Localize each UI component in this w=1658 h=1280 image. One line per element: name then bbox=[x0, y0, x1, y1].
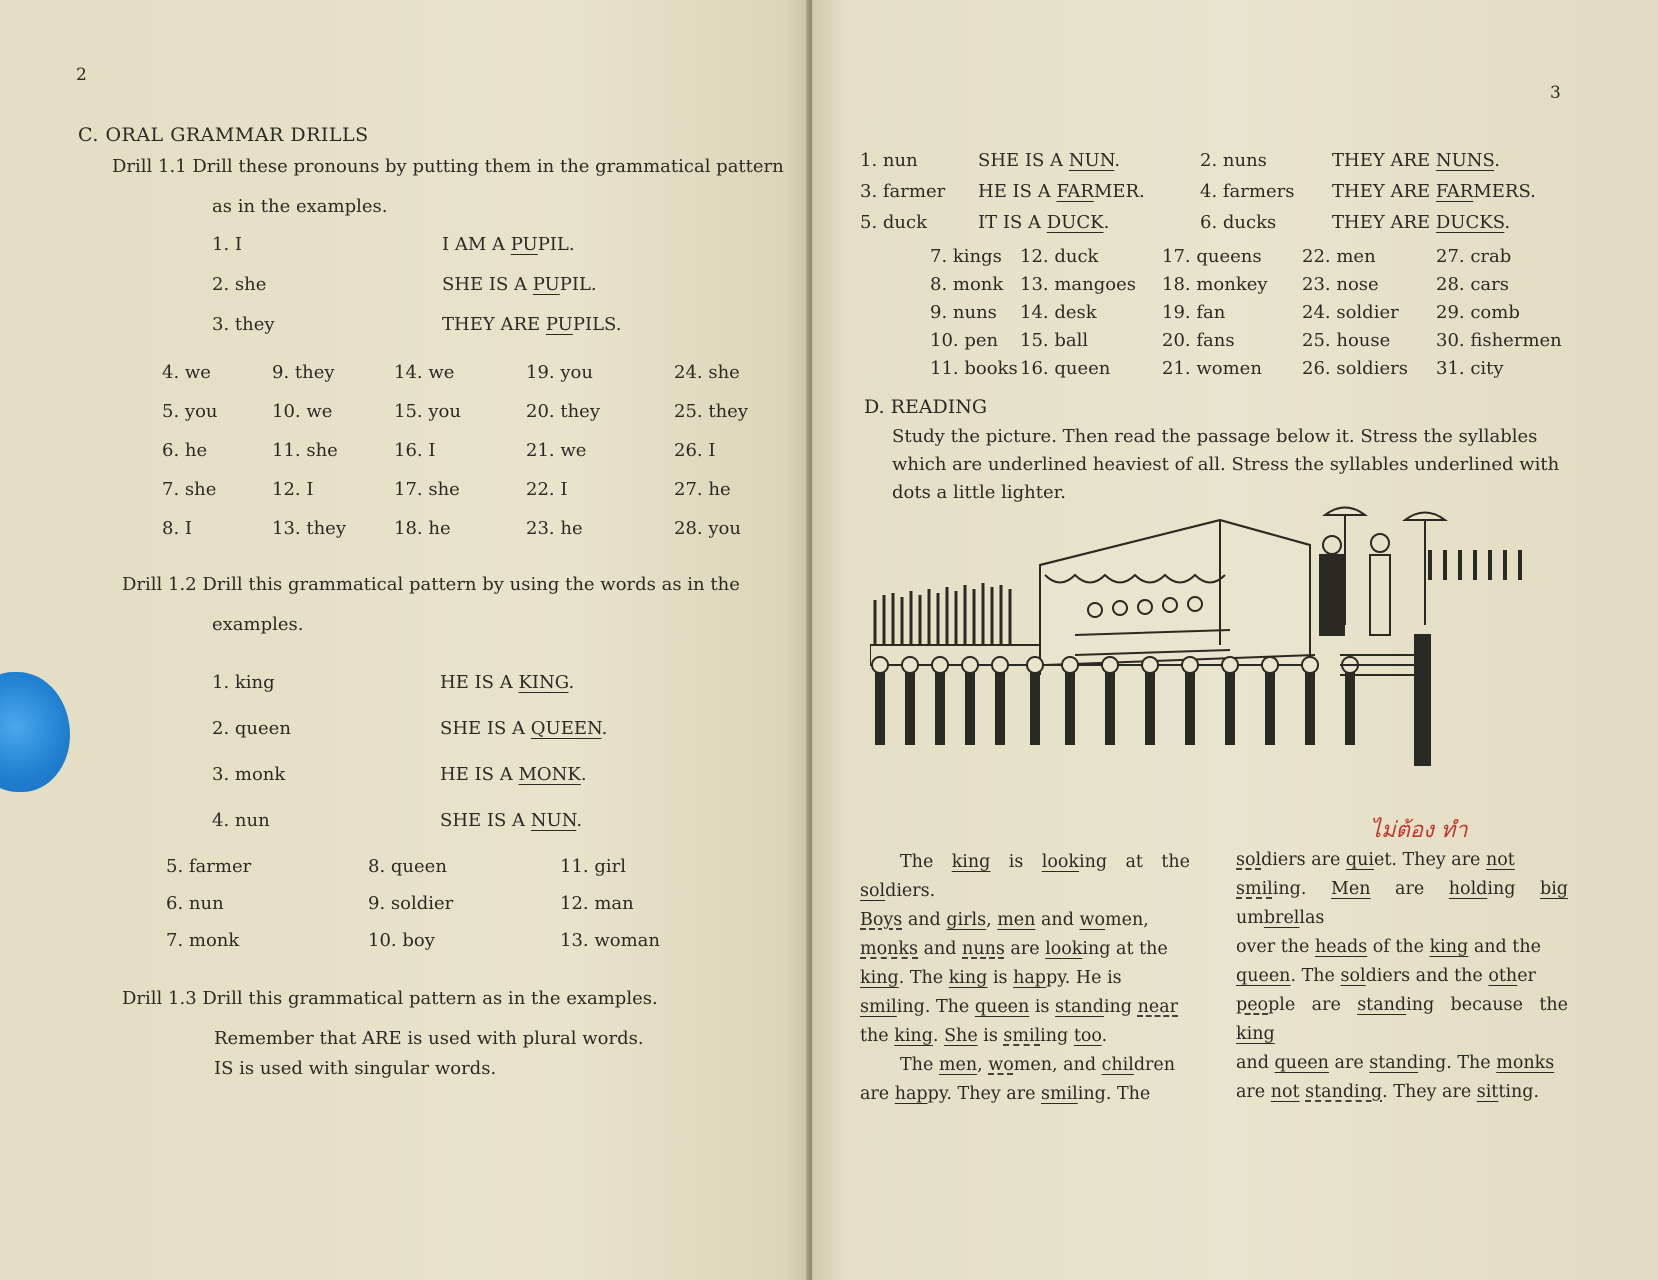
passage-line bbox=[860, 993, 1190, 1022]
drill-item: 22. men bbox=[1302, 246, 1376, 267]
pattern-sentence bbox=[978, 150, 1120, 172]
drill-item: 23. nose bbox=[1302, 274, 1379, 295]
sentence-text: HE IS A bbox=[440, 764, 519, 785]
stressed-syllable: NUN bbox=[1068, 150, 1115, 171]
passage-text: and bbox=[918, 939, 963, 959]
passage-text: are bbox=[860, 1084, 895, 1104]
sentence-text: SHE IS A bbox=[440, 810, 531, 831]
reading-passage-col2 bbox=[1236, 846, 1568, 1107]
sentence-text: HE IS A bbox=[440, 672, 519, 693]
passage-line bbox=[860, 964, 1190, 993]
light-stress: smil bbox=[1003, 1026, 1041, 1046]
pattern-sentence bbox=[442, 274, 597, 296]
passage-text: and the bbox=[1468, 937, 1541, 957]
drill-item: 5. farmer bbox=[166, 856, 252, 877]
example-cue: 5. duck bbox=[860, 212, 927, 233]
heavy-stress: queen bbox=[974, 997, 1030, 1017]
drill-item: 6. nun bbox=[166, 893, 224, 914]
pattern-sentence bbox=[440, 672, 574, 694]
reading-instructions-3: dots a little lighter. bbox=[892, 482, 1066, 503]
passage-text: are bbox=[1328, 1053, 1370, 1073]
heavy-stress: stand bbox=[1357, 995, 1407, 1015]
stressed-syllable: DUCK bbox=[1046, 212, 1104, 233]
drill-item: 18. monkey bbox=[1162, 274, 1268, 295]
royal-figures bbox=[1320, 534, 1520, 635]
drill-item: 25. they bbox=[674, 401, 748, 422]
stressed-syllable: PU bbox=[532, 274, 560, 295]
heavy-stress: men bbox=[997, 910, 1036, 930]
sentence-text: . bbox=[1504, 212, 1511, 233]
passage-text: ing at the bbox=[1082, 939, 1168, 959]
light-stress: nuns bbox=[962, 939, 1005, 959]
drill-item: 26. I bbox=[674, 440, 716, 461]
passage-text: diers and the bbox=[1365, 966, 1489, 986]
sentence-text: PILS. bbox=[572, 314, 622, 335]
passage-text: . The bbox=[1290, 966, 1341, 986]
sentence-text: PIL. bbox=[559, 274, 597, 295]
drill-item: 4. we bbox=[162, 362, 211, 383]
drill-item: 23. he bbox=[526, 518, 583, 539]
light-stress: smil bbox=[1236, 879, 1273, 899]
light-stress: peo bbox=[1236, 995, 1269, 1015]
pattern-sentence bbox=[1332, 212, 1510, 234]
pattern-sentence bbox=[440, 810, 582, 832]
passage-line bbox=[860, 1051, 1190, 1080]
drill-item: 29. comb bbox=[1436, 302, 1520, 323]
drill-item: 31. city bbox=[1436, 358, 1504, 379]
passage-text: and bbox=[1236, 1053, 1275, 1073]
drill-item: 14. we bbox=[394, 362, 455, 383]
sentence-text: PIL. bbox=[537, 234, 575, 255]
stressed-syllable: PU bbox=[545, 314, 573, 335]
reading-passage-col1 bbox=[860, 848, 1190, 1109]
pattern-sentence bbox=[1332, 181, 1536, 203]
drill-item: 22. I bbox=[526, 479, 568, 500]
pattern-sentence bbox=[978, 212, 1109, 234]
heavy-stress: king bbox=[951, 852, 991, 872]
drill-item: 8. I bbox=[162, 518, 193, 539]
reading-instructions-1: Study the picture. Then read the passage below it. Stress the syllables bbox=[892, 426, 1538, 447]
passage-text: diers are bbox=[1261, 850, 1346, 870]
drill-item: 15. you bbox=[394, 401, 461, 422]
passage-text: is bbox=[977, 1026, 1004, 1046]
pattern-sentence bbox=[442, 314, 621, 336]
heavy-stress: smil bbox=[860, 997, 897, 1017]
drill-item: 8. queen bbox=[368, 856, 447, 877]
passage-text: ing. bbox=[1272, 879, 1331, 899]
blue-sticker bbox=[0, 672, 70, 792]
heavy-stress: hold bbox=[1448, 879, 1488, 899]
example-cue: 1. nun bbox=[860, 150, 918, 171]
passage-line bbox=[1236, 962, 1568, 991]
reading-instructions-2: which are underlined heaviest of all. Stress the syllables underlined with bbox=[892, 454, 1560, 475]
passage-text: The bbox=[900, 852, 952, 872]
passage-text: are bbox=[1004, 939, 1046, 959]
drill-item: 21. women bbox=[1162, 358, 1262, 379]
drill-item: 20. they bbox=[526, 401, 600, 422]
passage-text: men, and bbox=[1013, 1055, 1102, 1075]
drill-item: 6. he bbox=[162, 440, 208, 461]
passage-line bbox=[1236, 875, 1568, 933]
passage-line bbox=[860, 906, 1190, 935]
example-cue: 1. king bbox=[212, 672, 275, 693]
heavy-stress: sol bbox=[860, 881, 886, 901]
passage-text: and bbox=[1035, 910, 1080, 930]
heavy-stress: brel bbox=[1263, 908, 1300, 928]
drill-1-3-heading: Drill 1.3 Drill this grammatical pattern as in the examples. bbox=[122, 988, 658, 1009]
sentence-text: . bbox=[601, 718, 608, 739]
sentence-text: SHE IS A bbox=[442, 274, 533, 295]
pattern-sentence bbox=[1332, 150, 1500, 172]
drill-item: 14. desk bbox=[1020, 302, 1097, 323]
passage-text: py. He is bbox=[1046, 968, 1122, 988]
heavy-stress: not bbox=[1485, 850, 1515, 870]
sentence-text: THEY ARE bbox=[1332, 212, 1436, 233]
passage-text: ing. The bbox=[1077, 1084, 1151, 1104]
passage-text: et. They are bbox=[1374, 850, 1486, 870]
sentence-text: . bbox=[568, 672, 575, 693]
drill-item: 10. boy bbox=[368, 930, 435, 951]
example-cue: 4. nun bbox=[212, 810, 270, 831]
drill-item: 27. crab bbox=[1436, 246, 1512, 267]
heavy-stress: hap bbox=[894, 1084, 928, 1104]
drill-item: 16. queen bbox=[1020, 358, 1111, 379]
passage-text: the bbox=[860, 1026, 895, 1046]
reading-title: D. READING bbox=[864, 396, 988, 418]
drill-item: 7. kings bbox=[930, 246, 1002, 267]
heavy-stress: king bbox=[948, 968, 988, 988]
drill-item: 16. I bbox=[394, 440, 436, 461]
passage-text: . They are bbox=[1382, 1082, 1477, 1102]
passage-text: is bbox=[990, 852, 1042, 872]
passage-text: are bbox=[1236, 1082, 1271, 1102]
heavy-stress: wo bbox=[1079, 910, 1105, 930]
pattern-sentence bbox=[978, 181, 1145, 203]
passage-text: over the bbox=[1236, 937, 1315, 957]
passage-text: las bbox=[1299, 908, 1325, 928]
drill-item: 27. he bbox=[674, 479, 731, 500]
passage-text: is bbox=[1029, 997, 1056, 1017]
sentence-text: SHE IS A bbox=[440, 718, 531, 739]
heavy-stress: king bbox=[894, 1026, 933, 1046]
light-stress: Boys bbox=[860, 910, 903, 930]
passage-text: ing bbox=[1040, 1026, 1074, 1046]
drill-item: 13. mangoes bbox=[1020, 274, 1136, 295]
heavy-stress: girls bbox=[946, 910, 987, 930]
example-cue: 6. ducks bbox=[1200, 212, 1277, 233]
passage-text: . bbox=[1101, 1026, 1108, 1046]
section-title: C. ORAL GRAMMAR DRILLS bbox=[78, 124, 369, 146]
heavy-stress: monks bbox=[1496, 1053, 1555, 1073]
pattern-sentence bbox=[442, 234, 575, 256]
page-number: 2 bbox=[76, 65, 87, 85]
heavy-stress: big bbox=[1540, 879, 1569, 899]
passage-line bbox=[860, 1022, 1190, 1051]
drill-item: 9. nuns bbox=[930, 302, 997, 323]
drill-item: 28. cars bbox=[1436, 274, 1510, 295]
drill-1-3-rule-is: IS is used with singular words. bbox=[214, 1058, 497, 1079]
passage-line bbox=[860, 848, 1190, 906]
heavy-stress: queen bbox=[1236, 966, 1291, 986]
heavy-stress: sol bbox=[1340, 966, 1366, 986]
passage-text: are bbox=[1370, 879, 1449, 899]
stressed-syllable: DUCKS bbox=[1435, 212, 1505, 233]
drill-item: 13. woman bbox=[560, 930, 660, 951]
heavy-stress: look bbox=[1045, 939, 1083, 959]
drill-item: 21. we bbox=[526, 440, 587, 461]
stressed-syllable: NUNS bbox=[1435, 150, 1495, 171]
heavy-stress: men bbox=[938, 1055, 978, 1075]
heavy-stress: king bbox=[1429, 937, 1469, 957]
passage-line bbox=[1236, 991, 1568, 1049]
heavy-stress: stand bbox=[1055, 997, 1104, 1017]
light-stress: wo bbox=[988, 1055, 1014, 1075]
drill-item: 7. she bbox=[162, 479, 217, 500]
passage-line bbox=[860, 1080, 1190, 1109]
pattern-sentence bbox=[440, 764, 587, 786]
light-stress: near bbox=[1137, 997, 1179, 1017]
passage-text: ing because the bbox=[1406, 995, 1568, 1015]
passage-line bbox=[1236, 1078, 1568, 1107]
sentence-text: HE IS A bbox=[978, 181, 1057, 202]
passage-text: ing at the bbox=[1079, 852, 1190, 872]
example-cue: 2. she bbox=[212, 274, 267, 295]
handwritten-note: ไม่ต้อง ทำ bbox=[1370, 818, 1468, 843]
page-number: 3 bbox=[1550, 83, 1561, 103]
drill-item: 11. she bbox=[272, 440, 338, 461]
example-cue: 1. I bbox=[212, 234, 243, 255]
drill-item: 13. they bbox=[272, 518, 346, 539]
heavy-stress: smil bbox=[1041, 1084, 1078, 1104]
sentence-text: IT IS A bbox=[978, 212, 1047, 233]
drill-item: 28. you bbox=[674, 518, 741, 539]
sentence-text: THEY ARE bbox=[1332, 181, 1436, 202]
drill-item: 7. monk bbox=[166, 930, 240, 951]
sentence-text: SHE IS A bbox=[978, 150, 1069, 171]
example-cue: 2. queen bbox=[212, 718, 291, 739]
stressed-syllable: QUEEN bbox=[530, 718, 602, 739]
drill-item: 12. I bbox=[272, 479, 314, 500]
drill-1-1-heading-cont: as in the examples. bbox=[212, 196, 388, 217]
parade-illustration bbox=[870, 505, 1590, 825]
passage-text: and bbox=[902, 910, 947, 930]
passage-text: py. They are bbox=[927, 1084, 1041, 1104]
passage-text: . bbox=[932, 1026, 945, 1046]
sentence-text: THEY ARE bbox=[1332, 150, 1436, 171]
passage-text: is bbox=[987, 968, 1014, 988]
drill-item: 19. fan bbox=[1162, 302, 1226, 323]
passage-line bbox=[860, 935, 1190, 964]
sentence-text: MER. bbox=[1093, 181, 1145, 202]
sentence-text: . bbox=[1494, 150, 1500, 171]
passage-text: , bbox=[977, 1055, 989, 1075]
drill-item: 17. she bbox=[394, 479, 460, 500]
example-cue: 3. they bbox=[212, 314, 275, 335]
drill-item: 12. duck bbox=[1020, 246, 1099, 267]
drill-item: 9. soldier bbox=[368, 893, 454, 914]
drill-item: 26. soldiers bbox=[1302, 358, 1408, 379]
heavy-stress: look bbox=[1041, 852, 1080, 872]
stressed-syllable: PU bbox=[510, 234, 538, 255]
heavy-stress: heads bbox=[1314, 937, 1368, 957]
sentence-text: . bbox=[580, 764, 587, 785]
stressed-syllable: KING bbox=[518, 672, 569, 693]
passage-text: er bbox=[1517, 966, 1536, 986]
drill-item: 10. we bbox=[272, 401, 333, 422]
heavy-stress: stand bbox=[1369, 1053, 1419, 1073]
stressed-syllable: NUN bbox=[530, 810, 577, 831]
passage-text: ing. The bbox=[1418, 1053, 1497, 1073]
sentence-text: MERS. bbox=[1473, 181, 1536, 202]
drill-item: 19. you bbox=[526, 362, 593, 383]
drill-item: 9. they bbox=[272, 362, 335, 383]
drill-item: 24. she bbox=[674, 362, 740, 383]
stressed-syllable: FAR bbox=[1056, 181, 1094, 202]
sentence-text: . bbox=[1103, 212, 1110, 233]
stressed-syllable: FAR bbox=[1435, 181, 1474, 202]
passage-text: ple are bbox=[1268, 995, 1358, 1015]
pattern-sentence bbox=[440, 718, 607, 740]
passage-text: of the bbox=[1367, 937, 1430, 957]
example-cue: 3. monk bbox=[212, 764, 286, 785]
passage-text: men, bbox=[1105, 910, 1149, 930]
drill-item: 25. house bbox=[1302, 330, 1391, 351]
drill-item: 11. girl bbox=[560, 856, 626, 877]
drill-item: 30. fishermen bbox=[1436, 330, 1562, 351]
example-cue: 3. farmer bbox=[860, 181, 946, 202]
heavy-stress: king bbox=[1236, 1024, 1275, 1044]
passage-line bbox=[1236, 846, 1568, 875]
example-cue: 4. farmers bbox=[1200, 181, 1295, 202]
drill-item: 17. queens bbox=[1162, 246, 1262, 267]
passage-text: . The bbox=[898, 968, 949, 988]
drill-item: 8. monk bbox=[930, 274, 1004, 295]
drill-item: 5. you bbox=[162, 401, 218, 422]
passage-line bbox=[1236, 933, 1568, 962]
heavy-stress: She bbox=[944, 1026, 978, 1046]
drill-item: 24. soldier bbox=[1302, 302, 1399, 323]
heavy-stress: too bbox=[1073, 1026, 1102, 1046]
drill-item: 12. man bbox=[560, 893, 634, 914]
left-page bbox=[0, 0, 810, 1280]
sentence-text: THEY ARE bbox=[442, 314, 546, 335]
sentence-text: . bbox=[576, 810, 583, 831]
pavilion bbox=[1040, 520, 1315, 675]
sentence-text: I AM A bbox=[442, 234, 511, 255]
drill-item: 18. he bbox=[394, 518, 451, 539]
drill-1-2-heading: Drill 1.2 Drill this grammatical pattern by using the words as in the bbox=[122, 574, 740, 595]
heavy-stress: hap bbox=[1013, 968, 1046, 988]
heavy-stress: queen bbox=[1274, 1053, 1329, 1073]
heavy-stress: sit bbox=[1476, 1082, 1499, 1102]
passage-text: um bbox=[1236, 908, 1264, 928]
passage-text: ting. bbox=[1498, 1082, 1540, 1102]
passage-text: ing bbox=[1487, 879, 1540, 899]
sentence-text: . bbox=[1114, 150, 1121, 171]
passage-text: dren bbox=[1133, 1055, 1176, 1075]
passage-text: The bbox=[900, 1055, 939, 1075]
drill-item: 20. fans bbox=[1162, 330, 1235, 351]
passage-line bbox=[1236, 1049, 1568, 1078]
heavy-stress: chil bbox=[1101, 1055, 1134, 1075]
passage-text: ing bbox=[1103, 997, 1138, 1017]
heavy-stress: king bbox=[860, 968, 899, 988]
light-stress: sol bbox=[1236, 850, 1262, 870]
example-cue: 2. nuns bbox=[1200, 150, 1267, 171]
drill-1-2-heading-cont: examples. bbox=[212, 614, 304, 635]
drill-1-3-rule-are: Remember that ARE is used with plural words. bbox=[214, 1028, 644, 1049]
drill-item: 11. books bbox=[930, 358, 1018, 379]
passage-text: diers. bbox=[885, 881, 936, 901]
heavy-stress: not bbox=[1270, 1082, 1300, 1102]
drill-item: 10. pen bbox=[930, 330, 999, 351]
stressed-syllable: MONK bbox=[518, 764, 581, 785]
passage-text: , bbox=[986, 910, 998, 930]
crowd-background bbox=[870, 583, 1040, 665]
heavy-stress: oth bbox=[1488, 966, 1518, 986]
drill-1-1-heading: Drill 1.1 Drill these pronouns by putting them in the grammatical pattern bbox=[112, 156, 784, 177]
heavy-stress: Men bbox=[1330, 879, 1371, 899]
passage-text: ing. The bbox=[896, 997, 975, 1017]
drill-item: 15. ball bbox=[1020, 330, 1089, 351]
heavy-stress: qui bbox=[1345, 850, 1374, 870]
light-stress: monks bbox=[860, 939, 918, 959]
light-stress: standing bbox=[1305, 1082, 1383, 1102]
